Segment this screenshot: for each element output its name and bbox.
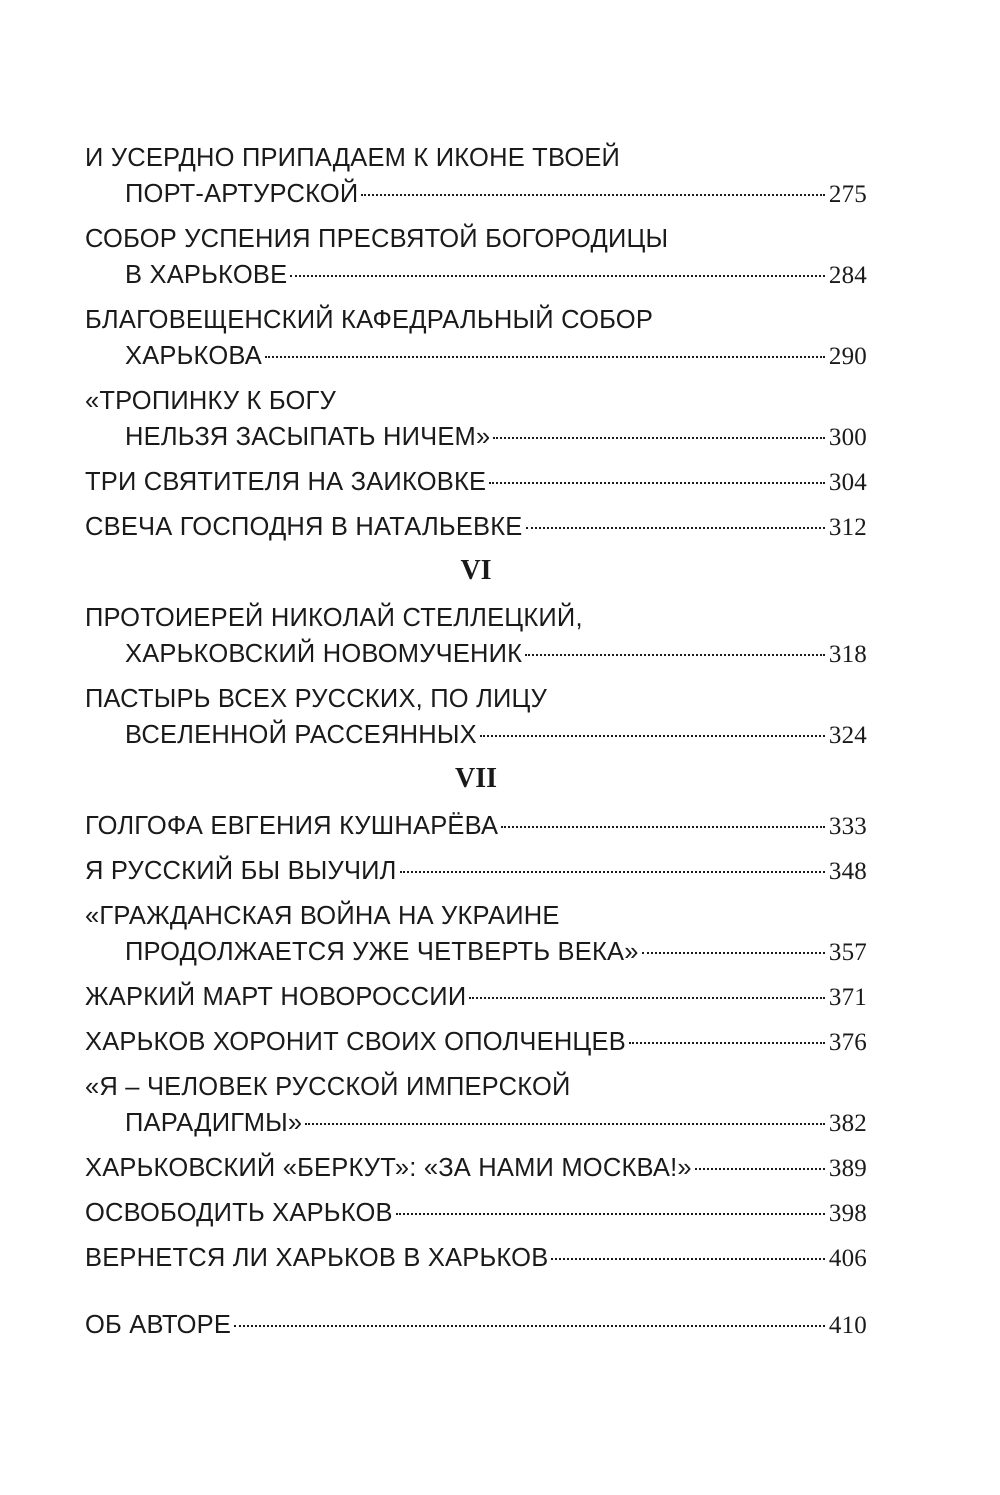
toc-entry <box>85 1024 867 1061</box>
toc-page-number: 318 <box>828 641 867 668</box>
toc-page-number: 398 <box>828 1200 867 1227</box>
toc-entry <box>85 898 867 971</box>
toc-entry-title: ВЕРНЕТСЯ ЛИ ХАРЬКОВ В ХАРЬКОВ <box>85 1244 549 1272</box>
toc-entry-line <box>85 1069 867 1105</box>
toc-entry-title: «ГРАЖДАНСКАЯ ВОЙНА НА УКРАИНЕ <box>85 902 560 930</box>
toc-page-number: 357 <box>828 939 867 966</box>
dot-leader <box>305 1123 825 1125</box>
toc-entry-title: И УСЕРДНО ПРИПАДАЕМ К ИКОНЕ ТВОЕЙ <box>85 144 621 172</box>
toc-entry-title: В ХАРЬКОВЕ <box>125 261 288 289</box>
toc-entry-last-line <box>85 979 867 1016</box>
toc-entry <box>85 464 867 501</box>
toc-entry-title: ПРОТОИЕРЕЙ НИКОЛАЙ СТЕЛЛЕЦКИЙ, <box>85 604 583 632</box>
toc-page-number: 371 <box>828 984 867 1011</box>
toc-entry <box>85 600 867 673</box>
dot-leader <box>629 1042 825 1044</box>
toc-page-number: 333 <box>828 813 867 840</box>
toc-entry-last-line <box>85 1024 867 1061</box>
dot-leader <box>526 527 825 529</box>
toc-entry <box>85 302 867 375</box>
toc-entry-title: БЛАГОВЕЩЕНСКИЙ КАФЕДРАЛЬНЫЙ СОБОР <box>85 306 654 334</box>
toc-entry <box>85 221 867 294</box>
toc-entry-line <box>85 681 867 717</box>
dot-leader <box>642 952 825 954</box>
toc-entry-title: ПАСТЫРЬ ВСЕХ РУССКИХ, ПО ЛИЦУ <box>85 685 548 713</box>
toc-entry-line <box>85 302 867 338</box>
toc-entry <box>85 1307 867 1344</box>
toc-page-number: 348 <box>828 858 867 885</box>
toc-page-number: 304 <box>828 469 867 496</box>
toc-entry-last-line <box>85 464 867 501</box>
toc-entry-title: ХАРЬКОВСКИЙ «БЕРКУТ»: «ЗА НАМИ МОСКВА!» <box>85 1154 692 1182</box>
toc-entry-last-line <box>85 509 867 546</box>
toc-entry-line <box>85 383 867 419</box>
toc-entry-title: ХАРЬКОВ ХОРОНИТ СВОИХ ОПОЛЧЕНЦЕВ <box>85 1028 626 1056</box>
toc-page-number: 389 <box>828 1155 867 1182</box>
toc-page-number: 406 <box>828 1245 867 1272</box>
toc-entry-last-line <box>85 1240 867 1277</box>
toc-entry-last-line <box>85 853 867 890</box>
toc-entry-title: «ТРОПИНКУ К БОГУ <box>85 387 336 415</box>
toc-page-number: 275 <box>828 181 867 208</box>
toc-entry-last-line <box>85 257 867 294</box>
toc-page-number: 324 <box>828 722 867 749</box>
toc-entry-title: ПРОДОЛЖАЕТСЯ УЖЕ ЧЕТВЕРТЬ ВЕКА» <box>125 938 639 966</box>
toc-entry <box>85 1195 867 1232</box>
toc-page-number: 290 <box>828 343 867 370</box>
toc-entry-title: ОБ АВТОРЕ <box>85 1311 232 1339</box>
toc-entry <box>85 383 867 456</box>
dot-leader <box>400 871 825 873</box>
dot-leader <box>551 1258 824 1260</box>
section-heading: VI <box>460 555 492 586</box>
toc-entry-line <box>85 140 867 176</box>
dot-leader <box>489 482 825 484</box>
toc-entry <box>85 509 867 546</box>
toc-entry <box>85 1240 867 1277</box>
dot-leader <box>265 356 825 358</box>
toc-entry <box>85 681 867 754</box>
toc-entry-line <box>85 221 867 257</box>
table-of-contents <box>85 140 867 1352</box>
toc-page-number: 300 <box>828 424 867 451</box>
toc-entry <box>85 853 867 890</box>
toc-entry-line <box>85 898 867 934</box>
toc-entry <box>85 140 867 213</box>
toc-entry-title: ПОРТ-АРТУРСКОЙ <box>125 180 359 208</box>
toc-entry-last-line <box>85 1307 867 1344</box>
toc-page-number: 376 <box>828 1029 867 1056</box>
dot-leader <box>469 997 825 999</box>
toc-entry-title: ВСЕЛЕННОЙ РАССЕЯННЫХ <box>125 721 477 749</box>
toc-entry-title: СОБОР УСПЕНИЯ ПРЕСВЯТОЙ БОГОРОДИЦЫ <box>85 225 669 253</box>
toc-entry-title: ПАРАДИГМЫ» <box>125 1109 303 1137</box>
toc-entry <box>85 979 867 1016</box>
toc-entry-title: «Я – ЧЕЛОВЕК РУССКОЙ ИМПЕРСКОЙ <box>85 1073 571 1101</box>
toc-entry-title: ЖАРКИЙ МАРТ НОВОРОССИИ <box>85 983 467 1011</box>
toc-page-number: 312 <box>828 514 867 541</box>
toc-entry-title: ХАРЬКОВСКИЙ НОВОМУЧЕНИК <box>125 640 523 668</box>
toc-entry-last-line <box>85 1195 867 1232</box>
toc-entry-last-line <box>85 176 867 213</box>
toc-entry-last-line <box>85 419 867 456</box>
toc-entry-last-line <box>85 1150 867 1187</box>
toc-entry <box>85 808 867 845</box>
toc-entry-title: ГОЛГОФА ЕВГЕНИЯ КУШНАРЁВА <box>85 812 499 840</box>
toc-entry-last-line <box>85 808 867 845</box>
toc-entry-last-line <box>85 1105 867 1142</box>
toc-page-number: 410 <box>828 1312 867 1339</box>
dot-leader <box>501 826 825 828</box>
dot-leader <box>480 735 825 737</box>
dot-leader <box>361 194 824 196</box>
dot-leader <box>525 654 825 656</box>
section-heading: VII <box>454 763 497 794</box>
toc-entry <box>85 1150 867 1187</box>
toc-entry-last-line <box>85 717 867 754</box>
toc-entry-line <box>85 600 867 636</box>
toc-entry <box>85 1069 867 1142</box>
toc-entry-last-line <box>85 338 867 375</box>
toc-entry-title: ХАРЬКОВА <box>125 342 262 370</box>
toc-page-number: 284 <box>828 262 867 289</box>
dot-leader <box>290 275 825 277</box>
toc-page-number: 382 <box>828 1110 867 1137</box>
toc-entry-last-line <box>85 636 867 673</box>
dot-leader <box>493 437 825 439</box>
toc-entry-title: НЕЛЬЗЯ ЗАСЫПАТЬ НИЧЕМ» <box>125 423 491 451</box>
toc-entry-title: Я РУССКИЙ БЫ ВЫУЧИЛ <box>85 857 397 885</box>
dot-leader <box>695 1168 825 1170</box>
toc-entry-title: ТРИ СВЯТИТЕЛЯ НА ЗАИКОВКЕ <box>85 468 487 496</box>
dot-leader <box>396 1213 825 1215</box>
dot-leader <box>234 1325 825 1327</box>
toc-entry-title: СВЕЧА ГОСПОДНЯ В НАТАЛЬЕВКЕ <box>85 513 523 541</box>
toc-entry-title: ОСВОБОДИТЬ ХАРЬКОВ <box>85 1199 393 1227</box>
toc-entry-last-line <box>85 934 867 971</box>
